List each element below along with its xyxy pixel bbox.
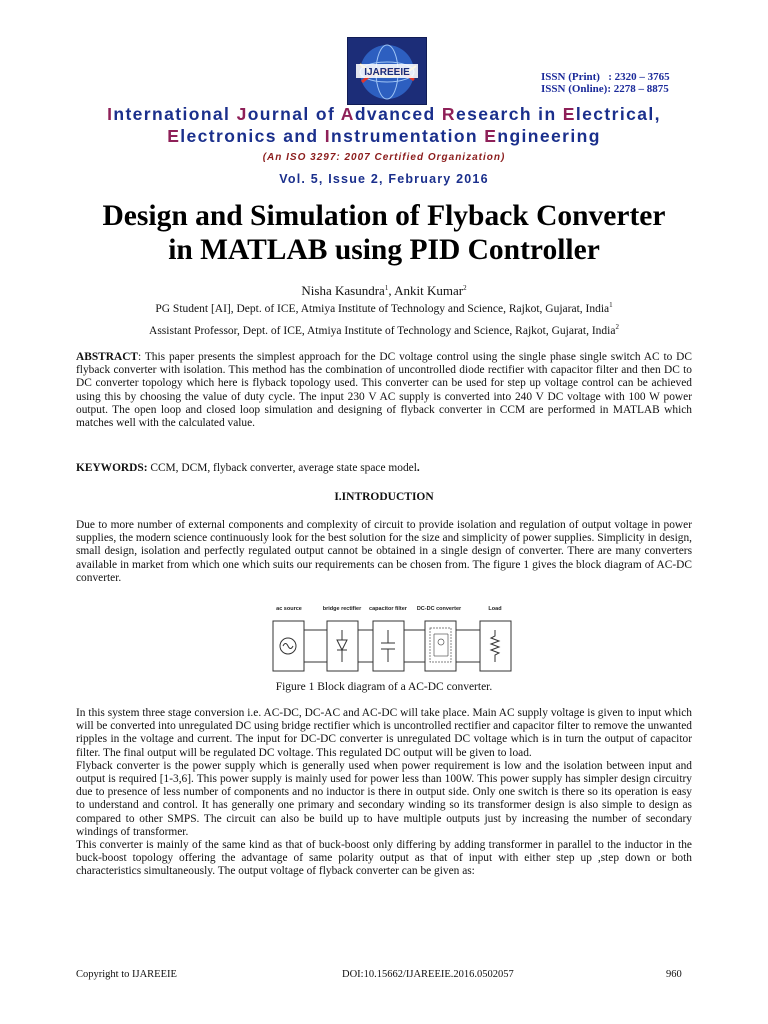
figure-label-capacitor-filter: capacitor filter (369, 606, 407, 612)
journal-initial: I (324, 126, 332, 146)
author-1-sup: 1 (384, 284, 389, 292)
figure-label-ac-source: ac source (276, 606, 302, 612)
issn-online: ISSN (Online): 2278 – 8875 (541, 83, 669, 95)
intro-paragraph-2-text: In this system three stage conversion i.e. AC-DC, DC-AC and AC-DC will take place. Main AC supply voltage is given to input which will be converted into unregulated DC using bridge rectifier which is uncontrolled rectifier and capacitor filter to remove the unwanted ripples in the voltage and current. The input for DC-DC converter is unregulated DC voltage which is in turn the output of capacitor filter. The final output will be regulated DC voltage. This regulated DC output will be given to load. (76, 707, 692, 759)
intro-paragraph-3-text: Flyback converter is the power supply which is generally used when power requirement is low and the isolation between input and output is required [1-3,6]. This power supply is mainly used for power less than 100W. This power supply has simpler design circuitry due to presence of less number of components and no inductor is there in output side. Only one switch is there so its operation is easy to understand and control. It has generally one primary and secondary winding so its transformer design is also simple to design as compared to other SMPS. The circuit can also be build up to have multiple outputs just by increasing the number of secondary windings of transformer. (76, 759, 692, 838)
issn-print-label: ISSN (Print) (541, 71, 600, 83)
intro-paragraph-4-text: This converter is mainly of the same kind as that of buck-boost only differing by adding transformer in parallel to the inductor in the buck-boost topology offering the advantage of same polarity output as that of input with either step up ,step down or both characteristics simultaneously. The output voltage of flyback converter can be given as: (76, 839, 692, 878)
journal-word: ournal of (247, 104, 341, 124)
abstract-label: ABSTRACT (76, 351, 139, 363)
abstract-text: : This paper presents the simplest approach for the DC voltage control using the single phase single switch AC to DC flyback converter with isolation. This method has the combination of uncontrolled diode rectifier with capacitor filter and then DC to DC converter topology which here is flyback topology used. This converter can be used for step up voltage control can be achieved using this by choosing the value of duty cycle. The input 230 V AC supply is converted into 240 V DC voltage with 100 W power output. The open loop and closed loop simulation and designing of flyback converter in CCM are performed in MATLAB which matches well with the calculated value. (76, 351, 692, 430)
section-heading-introduction: I.INTRODUCTION (334, 491, 434, 503)
keywords-label: KEYWORDS: (76, 462, 148, 474)
figure-block-diagram (268, 604, 516, 676)
keywords-text: CCM, DCM, flyback converter, average state space model (147, 462, 417, 474)
iso-certification: (An ISO 3297: 2007 Certified Organization) (262, 152, 506, 163)
capacitor-icon (381, 630, 395, 662)
journal-word: nstrumentation (331, 126, 485, 146)
footer-doi: DOI:10.15662/IJAREEIE.2016.0502057 (342, 969, 514, 980)
journal-initial: I (107, 104, 114, 124)
logo-text: IJAREEIE (364, 67, 410, 78)
paper-title (0, 199, 768, 267)
paper-title-line2: in MATLAB using PID Controller (168, 234, 600, 266)
journal-initial: J (236, 104, 248, 124)
capacitor-filter-block (373, 621, 404, 671)
journal-name-line1 (0, 104, 768, 125)
footer-page-number: 960 (666, 969, 682, 980)
footer-copyright: Copyright to IJAREEIE (76, 969, 177, 980)
author-2-sup: 2 (463, 284, 467, 292)
journal-name-line2 (0, 126, 768, 147)
volume-issue: Vol. 5, Issue 2, February 2016 (279, 172, 489, 186)
issn-print (541, 71, 670, 83)
journal-logo (347, 37, 427, 105)
affiliation-1-text: PG Student [AI], Dept. of ICE, Atmiya Institute of Technology and Science, Rajkot, Gujarat, India (155, 303, 610, 315)
issn-print-value: : 2320 – 3765 (608, 71, 670, 83)
keywords (76, 462, 692, 475)
abstract (76, 351, 692, 430)
diode-icon (337, 630, 347, 662)
ac-source-icon (280, 638, 296, 654)
paper-title-line1: Design and Simulation of Flyback Converter (102, 200, 666, 232)
figure-label-load: Load (488, 606, 502, 612)
author-1: Nisha Kasundra (301, 283, 385, 298)
keywords-end: . (416, 462, 420, 474)
journal-initial: E (167, 126, 181, 146)
resistor-icon (491, 630, 499, 662)
journal-initial: A (340, 104, 355, 124)
affiliation-1-sup: 1 (609, 301, 613, 309)
journal-word: lectronics and (180, 126, 325, 146)
affiliation-2 (0, 325, 768, 337)
author-separator: , (388, 283, 395, 298)
journal-word: esearch in (455, 104, 563, 124)
journal-globe-logo-icon (348, 38, 426, 104)
figure-label-bridge-rectifier: bridge rectifier (322, 606, 362, 612)
intro-paragraph-2 (76, 707, 692, 879)
figure-label-dc-dc-converter: DC-DC converter (416, 606, 462, 612)
authors (0, 283, 768, 299)
converter-circuit-icon (430, 628, 451, 662)
journal-word: dvanced (354, 104, 442, 124)
journal-initial: E (562, 104, 576, 124)
journal-word: ngineering (497, 126, 601, 146)
figure-caption: Figure 1 Block diagram of a AC-DC converter. (275, 681, 493, 693)
journal-initial: E (484, 126, 498, 146)
issn-block (541, 71, 670, 95)
author-2: Ankit Kumar (394, 283, 464, 298)
journal-word: lectrical, (575, 104, 661, 124)
affiliation-2-sup: 2 (615, 323, 619, 331)
intro-paragraph-1: Due to more number of external components and complexity of circuit to provide isolation and regulation of output voltage in power supplies, the modern science continuously look for the best solution for the size and simplicity of power supplies. Simplicity in design, small design, isolation and perfectly regulated output cannot be obtained in a single design of converter. There are many converters available in market from which one which suits our requirements can be chosen from. The figure 1 gives the block diagram of AC-DC converter. (76, 519, 692, 584)
affiliation-2-text: Assistant Professor, Dept. of ICE, Atmiya Institute of Technology and Science, Rajkot, Gujarat, India (149, 325, 616, 337)
journal-word: nternational (113, 104, 237, 124)
affiliation-1 (0, 303, 768, 315)
journal-initial: R (441, 104, 456, 124)
